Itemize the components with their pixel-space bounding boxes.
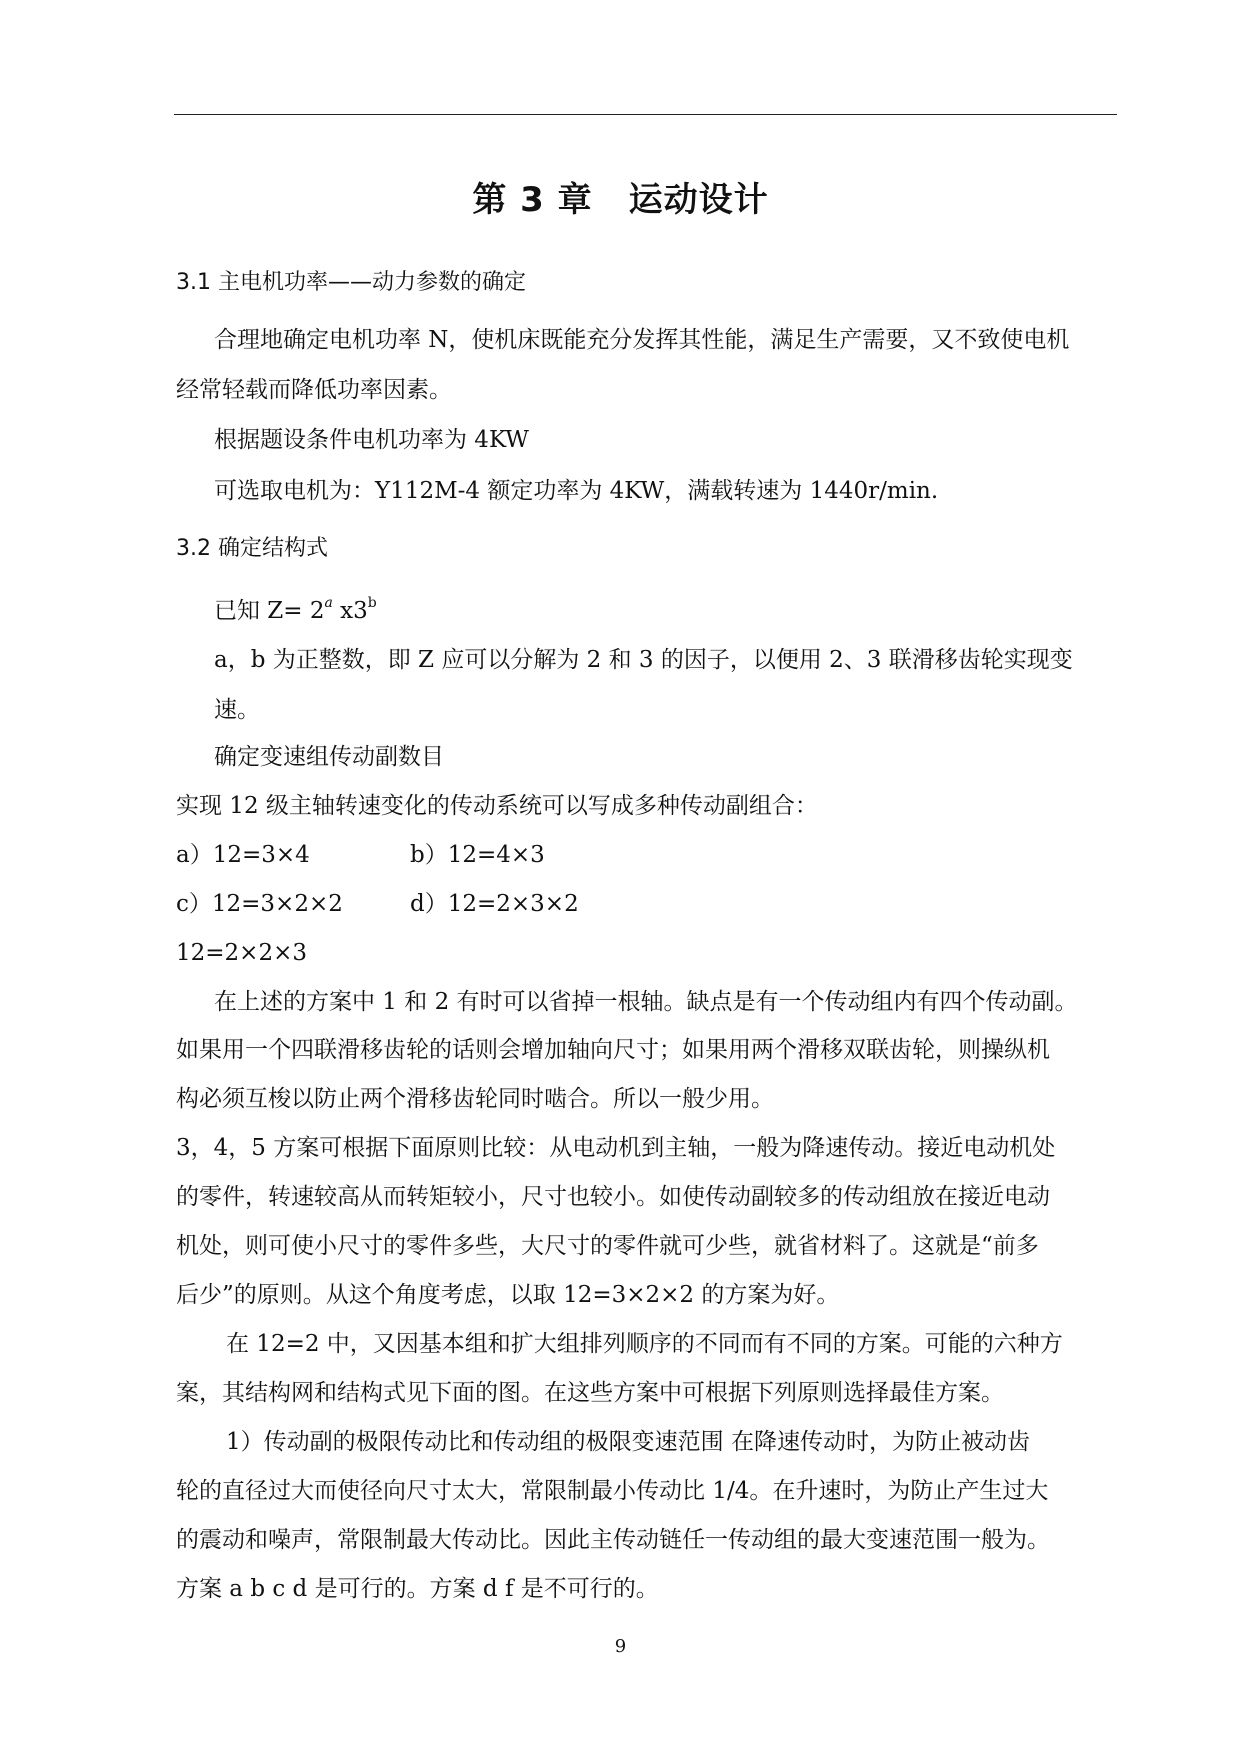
page-number: 9 <box>614 1636 627 1657</box>
paragraph-line: 在 12=2 中，又因基本组和扩大组排列顺序的不同而有不同的方案。可能的六种方 <box>226 1331 1063 1357</box>
chapter-title <box>0 178 1241 222</box>
option-a: a）12=3×4 <box>176 842 310 868</box>
formula-mid: x3 <box>332 598 368 624</box>
formula-exponent-a: a <box>324 595 333 612</box>
paragraph-line: 的震动和噪声，常限制最大传动比。因此主传动链任一传动组的最大变速范围一般为。 <box>176 1527 1050 1553</box>
paragraph-line: 根据题设条件电机功率为 4KW <box>214 427 529 453</box>
paragraph-line: 1）传动副的极限传动比和传动组的极限变速范围 在降速传动时，为防止被动齿 <box>226 1429 1030 1455</box>
paragraph-line: a，b 为正整数，即 Z 应可以分解为 2 和 3 的因子，以便用 2、3 联滑移齿轮实现变 <box>214 647 1073 673</box>
paragraph-line: 方案 a b c d 是可行的。方案 d f 是不可行的。 <box>176 1576 659 1602</box>
option-c: c）12=3×2×2 <box>176 891 343 917</box>
paragraph-line: 可选取电机为：Y112M-4 额定功率为 4KW，满载转速为 1440r/min. <box>214 478 939 504</box>
option-d: d）12=2×3×2 <box>410 891 579 917</box>
paragraph-line: 的零件，转速较高从而转矩较小，尺寸也较小。如使传动副较多的传动组放在接近电动 <box>176 1184 1050 1210</box>
section-heading-3-2: 3.2 确定结构式 <box>176 536 328 561</box>
option-b: b）12=4×3 <box>410 842 545 868</box>
paragraph-line: 实现 12 级主轴转速变化的传动系统可以写成多种传动副组合： <box>176 793 818 819</box>
paragraph-line: 机处，则可使小尺寸的零件多些，大尺寸的零件就可少些，就省材料了。这就是“前多 <box>176 1233 1039 1259</box>
paragraph-line: 轮的直径过大而使径向尺寸太大，常限制最小传动比 1/4。在升速时，为防止产生过大 <box>176 1478 1049 1504</box>
header-rule <box>174 114 1117 115</box>
paragraph-line: 确定变速组传动副数目 <box>214 744 444 770</box>
paragraph-line: 合理地确定电机功率 N，使机床既能充分发挥其性能，满足生产需要，又不致使电机 <box>214 327 1070 353</box>
paragraph-line: 3，4，5 方案可根据下面原则比较：从电动机到主轴，一般为降速传动。接近电动机处 <box>176 1135 1056 1161</box>
paragraph-line: 如果用一个四联滑移齿轮的话则会增加轴向尺寸；如果用两个滑移双联齿轮，则操纵机 <box>176 1037 1050 1063</box>
paragraph-line: 经常轻载而降低功率因素。 <box>176 377 452 403</box>
option-e: 12=2×2×3 <box>176 940 307 966</box>
paragraph-line: 构必须互梭以防止两个滑移齿轮同时啮合。所以一般少用。 <box>176 1086 774 1112</box>
paragraph-line: 速。 <box>214 697 260 723</box>
paragraph-line: 后少”的原则。从这个角度考虑，以取 12=3×2×2 的方案为好。 <box>176 1282 840 1308</box>
paragraph-line: 案，其结构网和结构式见下面的图。在这些方案中可根据下列原则选择最佳方案。 <box>176 1380 1004 1406</box>
paragraph-line: 在上述的方案中 1 和 2 有时可以省掉一根轴。缺点是有一个传动组内有四个传动副。 <box>214 989 1078 1015</box>
chapter-number: 第 3 章 <box>472 180 593 220</box>
chapter-name: 运动设计 <box>628 180 769 220</box>
formula-exponent-b: b <box>367 595 377 612</box>
section-heading-3-1: 3.1 主电机功率——动力参数的确定 <box>176 270 526 295</box>
formula-prefix: 已知 Z= 2 <box>214 598 325 624</box>
formula-line <box>214 596 377 626</box>
